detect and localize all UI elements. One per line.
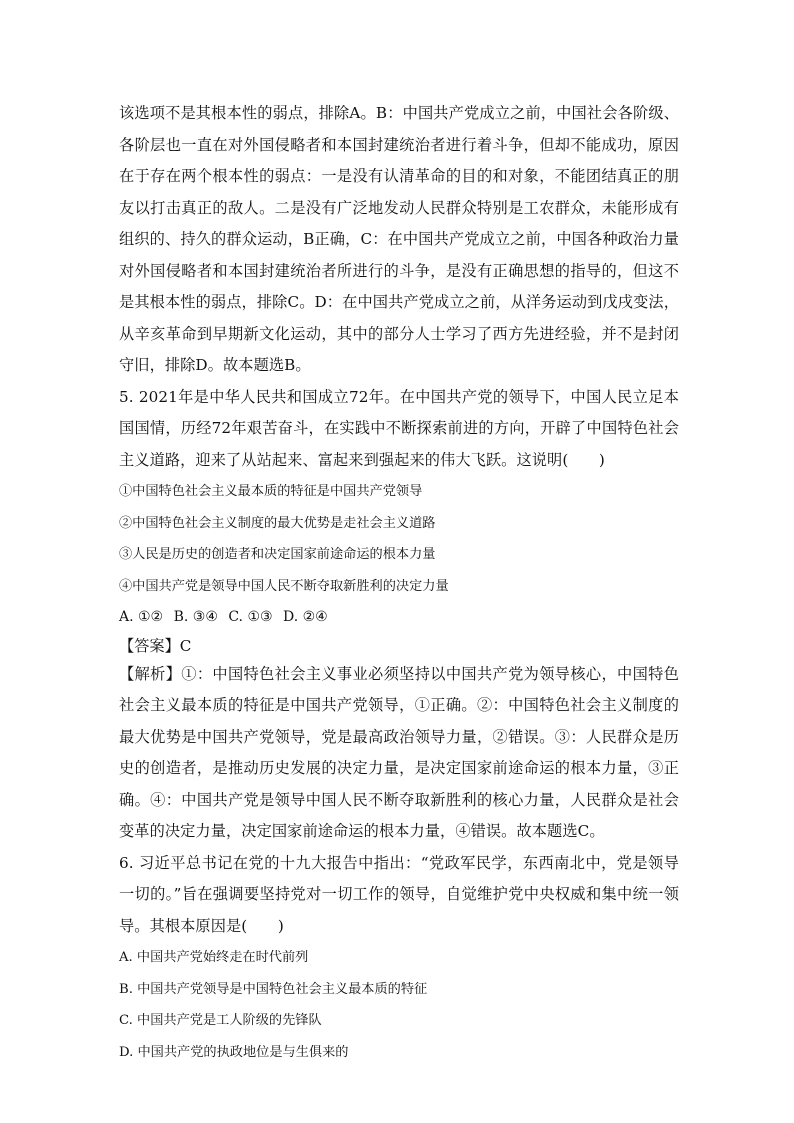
previous-question-explanation: 该选项不是其根本性的弱点，排除A。B：中国共产党成立之前，中国社会各阶级、各阶层也一直在对外国侵略者和本国封建统治者进行着斗争，但却不能成功，原因在于存在两个根本性的弱点：一是没有认清革命的目的和对象，不能团结真正的朋友以打击真正的敌人。二是没有广泛地发动人民群众特别是工农群众，未能形成有组织的、持久的群众运动，B正确，C：在中国共产党成立之前，中国各种政治力量对外国侵略者和本国封建统治者所进行的斗争，是没有正确思想的指导的，但这不是其根本性的弱点，排除C。D：在中国共产党成立之前，从洋务运动到戊戌变法，从辛亥革命到早期新文化运动，其中的部分人士学习了西方先进经验，并不是封闭守旧，排除D。故本题选B。 xyxy=(119,104,679,374)
question-6-option-b: B. 中国共产党领导是中国特色社会主义最本质的特征 xyxy=(119,981,428,997)
question-5 xyxy=(119,382,679,848)
choice-d: D. ②④ xyxy=(283,609,328,625)
question-6-option-d: D. 中国共产党的执政地位是与生俱来的 xyxy=(119,1044,349,1060)
question-6-option-c: C. 中国共产党是工人阶级的先锋队 xyxy=(119,1013,322,1028)
question-5-analysis: 【解析】①：中国特色社会主义事业必须坚持以中国共产党为领导核心，中国特色社会主义最本质的特征是中国共产党领导，①正确。②：中国特色社会主义制度的最大优势是中国共产党领导，党是最高政治领导力量，②错误。③：人民群众是历史的创造者，是推动历史发展的决定力量，是决定国家前途命运的根本力量，③正确。④：中国共产党是领导中国人民不断夺取新胜利的核心力量，人民群众是社会变革的决定力量，决定国家前途命运的根本力量，④错误。故本题选C。 xyxy=(119,664,679,840)
question-5-choices xyxy=(119,602,679,634)
question-5-statement-3: ③人民是历史的创造者和决定国家前途命运的根本力量 xyxy=(119,547,436,562)
question-6-option-a: A. 中国共产党始终走在时代前列 xyxy=(119,950,309,965)
choice-a: A. ①② xyxy=(119,609,164,625)
question-6 xyxy=(119,848,679,1069)
question-5-statement-1: ①中国特色社会主义最本质的特征是中国共产党领导 xyxy=(119,484,423,499)
choice-c: C. ①③ xyxy=(228,609,273,625)
question-5-answer: 【答案】C xyxy=(119,636,192,655)
choice-b: B. ③④ xyxy=(173,609,218,625)
document-page xyxy=(119,98,679,1068)
question-6-stem: 6. 习近平总书记在党的十九大报告中指出：“党政军民学，东西南北中，党是领导一切的。”旨在强调要坚持党对一切工作的领导，自觉维护党中央权威和集中统一领导。其根本原因是( ) xyxy=(119,853,679,935)
question-5-statement-2: ②中国特色社会主义制度的最大优势是走社会主义道路 xyxy=(119,515,436,531)
question-5-statement-4: ④中国共产党是领导中国人民不断夺取新胜利的决定力量 xyxy=(119,578,449,594)
question-5-stem: 5. 2021年是中华人民共和国成立72年。在中国共产党的领导下，中国人民立足本国国情，历经72年艰苦奋斗，在实践中不断探索前进的方向，开辟了中国特色社会主义道路，迎来了从站起来、富起来到强起来的伟大飞跃。这说明( ) xyxy=(119,387,679,469)
